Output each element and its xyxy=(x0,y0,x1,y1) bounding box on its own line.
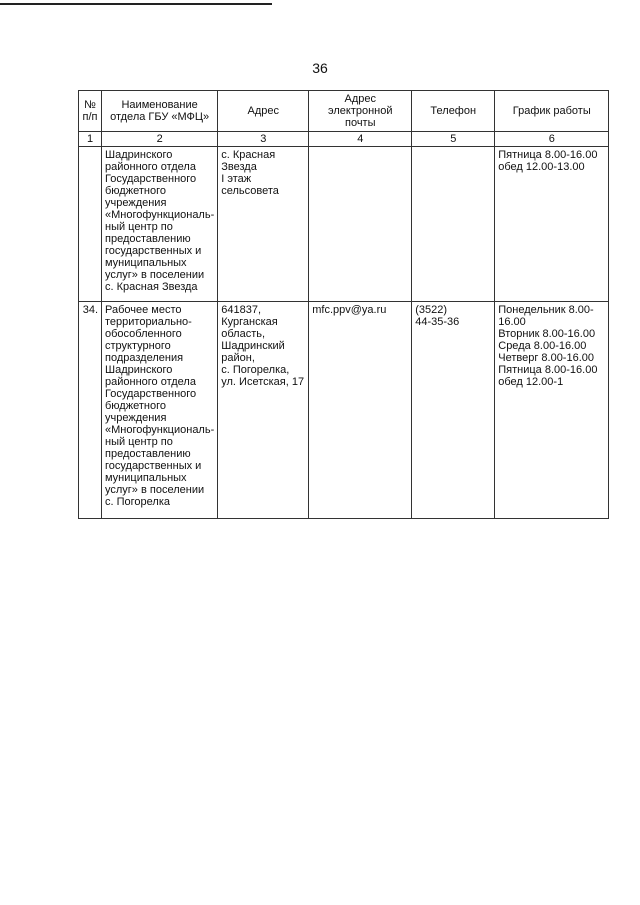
mfc-departments-table xyxy=(78,90,609,519)
column-number: 3 xyxy=(218,132,309,147)
department-schedule: Понедельник 8.00- 16.00 Вторник 8.00-16.00 Среда 8.00-16.00 Четверг 8.00-16.00 Пятница 8.00-16.00 обед 12.00-1 xyxy=(495,302,609,519)
row-number xyxy=(79,147,102,302)
column-number: 1 xyxy=(79,132,102,147)
column-number: 6 xyxy=(495,132,609,147)
column-number: 5 xyxy=(412,132,495,147)
table-row xyxy=(79,302,609,519)
column-number: 2 xyxy=(102,132,218,147)
department-phone: (3522) 44-35-36 xyxy=(412,302,495,519)
department-name: Рабочее место территориально- обособленного структурного подразделения Шадринского районного отдела Государственного бюджетного учреждения «Многофункциональ- ный центр по предоставлению государственных и муниципальных услуг» в поселении с. Погорелка xyxy=(102,302,218,519)
header-number: № п/п xyxy=(79,91,102,132)
page-number: 36 xyxy=(312,60,328,76)
department-address: 641837, Курганская область, Шадринский район, с. Погорелка, ул. Исетская, 17 xyxy=(218,302,309,519)
header-department-name: Наименование отдела ГБУ «МФЦ» xyxy=(102,91,218,132)
header-schedule: График работы xyxy=(495,91,609,132)
column-number: 4 xyxy=(309,132,412,147)
header-email: Адрес электронной почты xyxy=(309,91,412,132)
header-row xyxy=(79,91,609,132)
department-email xyxy=(309,147,412,302)
table-row xyxy=(79,147,609,302)
department-address: с. Красная Звезда I этаж сельсовета xyxy=(218,147,309,302)
column-number-row xyxy=(79,132,609,147)
row-number: 34. xyxy=(79,302,102,519)
department-phone xyxy=(412,147,495,302)
department-email: mfc.ppv@ya.ru xyxy=(309,302,412,519)
department-name: Шадринского районного отдела Государственного бюджетного учреждения «Многофункциональ- ный центр по предоставлению государственных и муниципальных услуг» в поселении с. Красная Звезда xyxy=(102,147,218,302)
top-rule xyxy=(0,3,272,5)
department-schedule: Пятница 8.00-16.00 обед 12.00-13.00 xyxy=(495,147,609,302)
header-address: Адрес xyxy=(218,91,309,132)
header-phone: Телефон xyxy=(412,91,495,132)
